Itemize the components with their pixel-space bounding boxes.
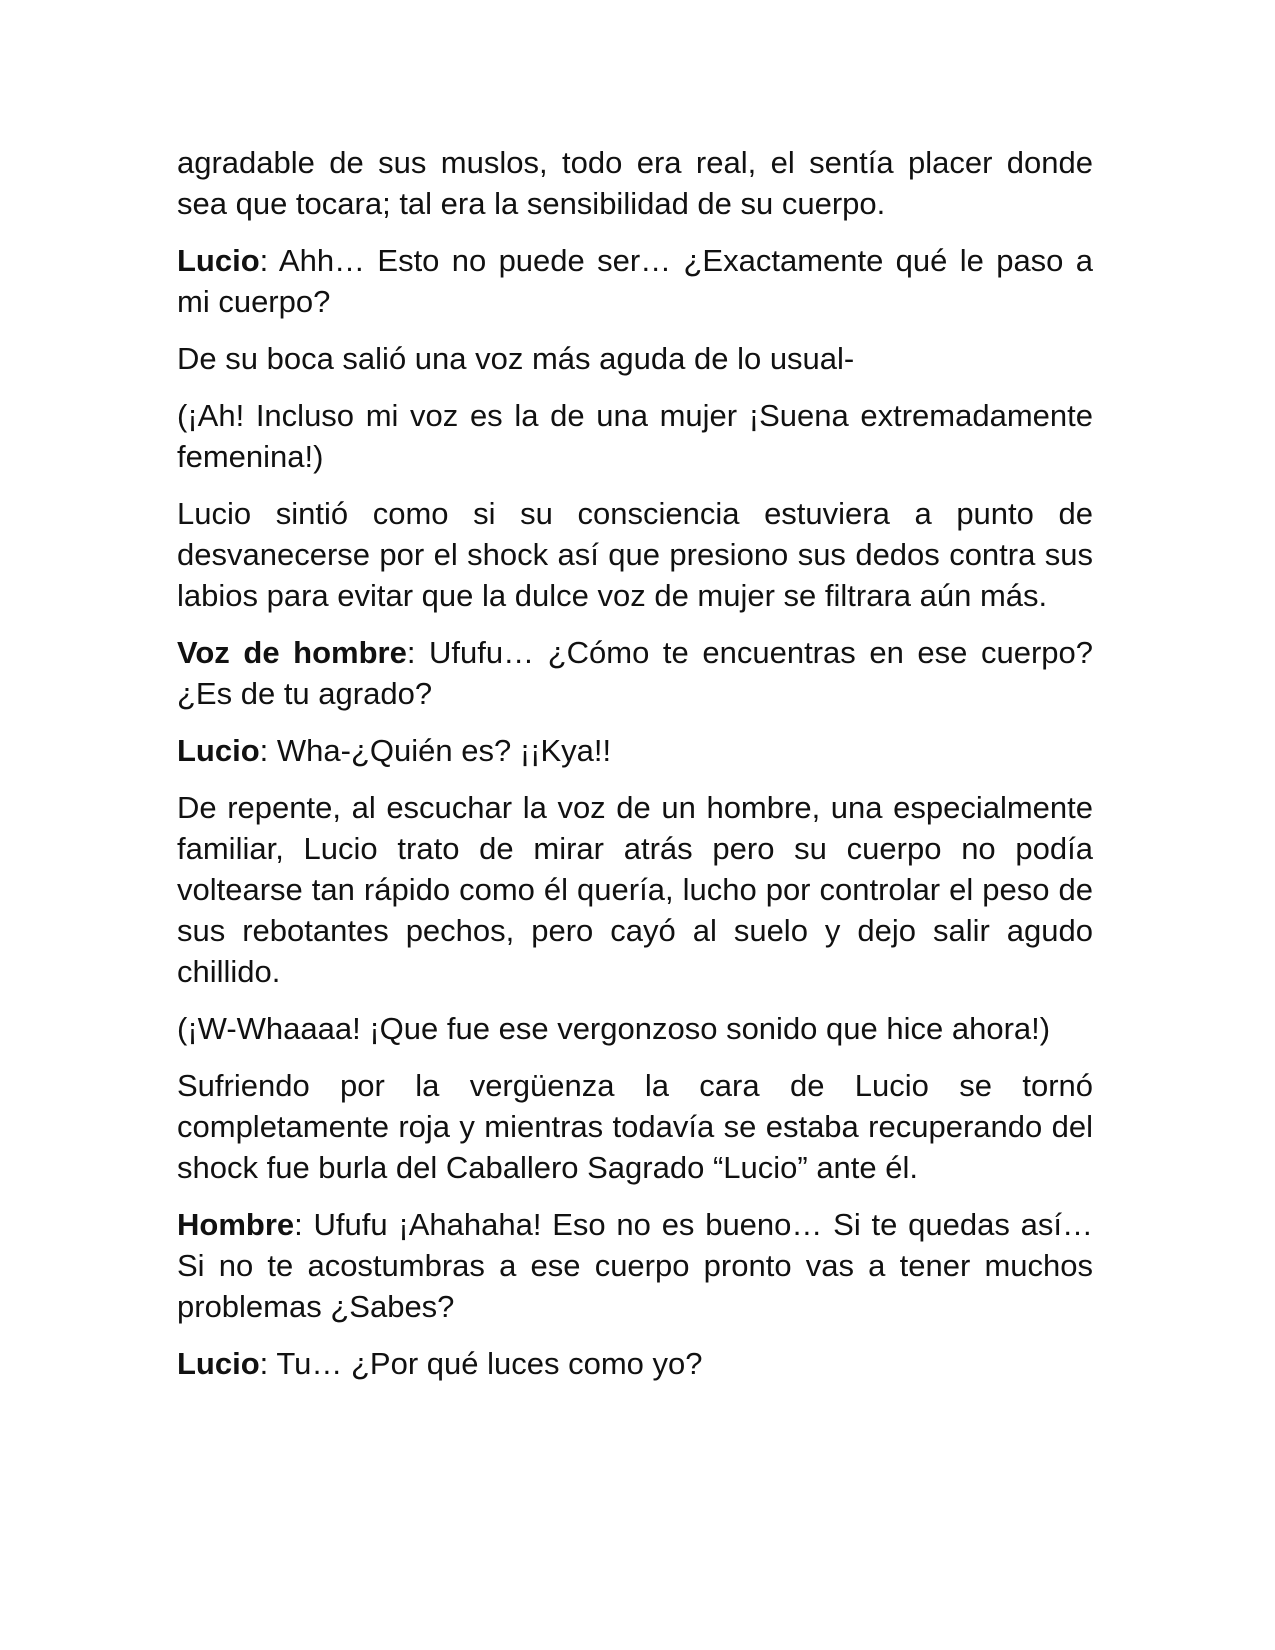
thought-line — [177, 395, 1093, 477]
paragraph-text: Lucio sintió como si su consciencia estuviera a punto de desvanecerse por el shock así que presiono sus dedos contra sus labios para evitar que la dulce voz de mujer se filtrara aún más. — [177, 496, 1093, 613]
dialogue-text: : Wha-¿Quién es? ¡¡Kya!! — [259, 733, 612, 768]
dialogue-text: : Ufufu… ¿Cómo te encuentras en ese cuerpo? ¿Es de tu agrado? — [177, 635, 1093, 711]
dialogue-text: : Ufufu ¡Ahahaha! Eso no es bueno… Si te quedas así… Si no te acostumbras a ese cuerpo pronto vas a tener muchos problemas ¿Sabes? — [177, 1207, 1093, 1324]
paragraph-text: De su boca salió una voz más aguda de lo usual- — [177, 341, 855, 376]
speaker-name: Lucio — [177, 733, 260, 768]
paragraph — [177, 142, 1093, 224]
paragraph-text: De repente, al escuchar la voz de un hombre, una especialmente familiar, Lucio trato de mirar atrás pero su cuerpo no podía voltearse tan rápido como él quería, lucho por controlar el peso de sus rebotantes pechos, pero cayó al suelo y dejo salir agudo chillido. — [177, 790, 1093, 989]
dialogue-line — [177, 240, 1093, 322]
speaker-name: Lucio — [177, 1346, 260, 1381]
speaker-name: Voz de hombre — [177, 635, 407, 670]
paragraph — [177, 493, 1093, 616]
paragraph-text: Sufriendo por la vergüenza la cara de Lucio se tornó completamente roja y mientras todavía se estaba recuperando del shock fue burla del Caballero Sagrado “Lucio” ante él. — [177, 1068, 1093, 1185]
paragraph-text: (¡Ah! Incluso mi voz es la de una mujer ¡Suena extremadamente femenina!) — [177, 398, 1093, 474]
dialogue-line — [177, 1204, 1093, 1327]
paragraph-text: (¡W-Whaaaa! ¡Que fue ese vergonzoso sonido que hice ahora!) — [177, 1011, 1051, 1046]
speaker-name: Lucio — [177, 243, 260, 278]
paragraph — [177, 787, 1093, 992]
thought-line — [177, 1008, 1093, 1049]
speaker-name: Hombre — [177, 1207, 295, 1242]
dialogue-text: : Ahh… Esto no puede ser… ¿Exactamente qué le paso a mi cuerpo? — [177, 243, 1093, 319]
dialogue-line — [177, 1343, 1093, 1384]
document-page — [177, 142, 1093, 1400]
dialogue-line — [177, 730, 1093, 771]
dialogue-line — [177, 632, 1093, 714]
paragraph — [177, 338, 1093, 379]
paragraph — [177, 1065, 1093, 1188]
paragraph-text: agradable de sus muslos, todo era real, el sentía placer donde sea que tocara; tal era la sensibilidad de su cuerpo. — [177, 145, 1093, 221]
dialogue-text: : Tu… ¿Por qué luces como yo? — [259, 1346, 703, 1381]
